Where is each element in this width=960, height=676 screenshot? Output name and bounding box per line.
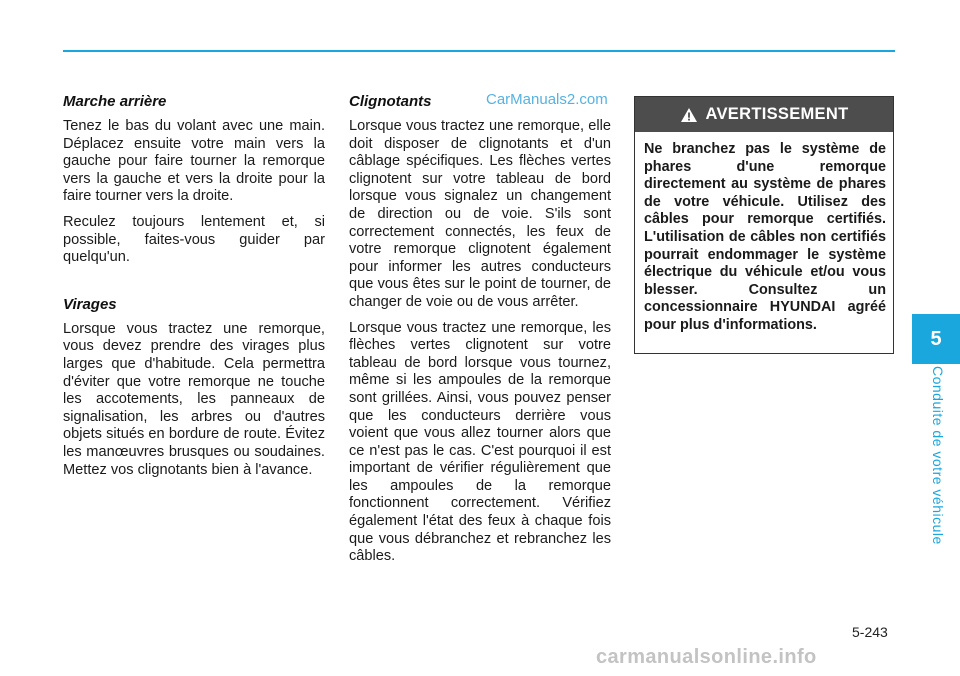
warning-title: AVERTISSEMENT [705,105,849,123]
section-heading-turns: Virages [63,295,117,313]
watermark-link-top[interactable]: CarManuals2.com [486,91,608,108]
chapter-tab: 5 [912,314,960,364]
paragraph: Lorsque vous tractez une remorque, vous devez prendre des virages plus larges que d'habitude. Cela permettra d'éviter que votre remorque ne touche les accotements, les panneaux de signalisation, les arbres ou d'autres objets situés en bordure de route. Évitez les manœuvres brusques ou soudaines. Mettez vos clignotants bien à l'avance. [63,320,325,478]
top-rule [63,50,895,52]
chapter-title: Conduite de votre véhicule [930,366,946,545]
paragraph: Reculez toujours lentement et, si possible, faites-vous guider par quelqu'un. [63,213,325,266]
paragraph: Lorsque vous tractez une remorque, elle doit disposer de clignotants et d'un câblage spécifiques. Les flèches vertes clignotent sur votre tableau de bord lorsque vous signalez un changement de direction ou de voie. S'ils sont correctement connectés, les feux de votre remorque clignotent également pour informer les autres conducteurs que vous êtes sur le point de tourner, de changer de voie ou de vous arrêter. [349,118,611,310]
section-heading-turn-signals: Clignotants [349,93,432,110]
warning-triangle-icon [680,107,698,123]
warning-text: Ne branchez pas le système de phares d'une remorque directement au système de phares de votre véhicule. Utilisez des câbles pour remorque certifiés. L'utilisation de câbles non certifiés pourrait endommager le système électrique du véhicule et/ou vous blesser. Consultez un concessionnaire HYUNDAI agréé pour plus d'informations. [644,141,886,333]
section-heading-reversing: Marche arrière [63,93,167,110]
section-spacer [63,275,325,295]
watermark-link-bottom[interactable]: carmanualsonline.info [596,646,817,668]
paragraph: Lorsque vous tractez une remorque, les flèches vertes clignotent sur votre tableau de bord lorsque vous tournez, même si les ampoules de la remorque sont grillées. Ainsi, vous pouvez penser que les conducteurs derrière vous voient que vous allez tourner alors que ce n'est pas le cas. C'est pourquoi il est important de vérifier régulièrement que les ampoules de la remorque fonctionnent correctement. Vérifiez également l'état des feux à chaque fois que vous débranchez et rebranchez les câbles. [349,319,611,565]
warning-header [635,97,893,132]
warning-box [634,96,894,354]
middle-column [349,92,611,574]
left-column [63,92,325,487]
paragraph: Tenez le bas du volant avec une main. Déplacez ensuite votre main vers la gauche pour faire tourner la remorque vers la gauche et vers la droite pour la faire tourner vers la droite. [63,118,325,205]
page-number: 5-243 [852,624,888,640]
